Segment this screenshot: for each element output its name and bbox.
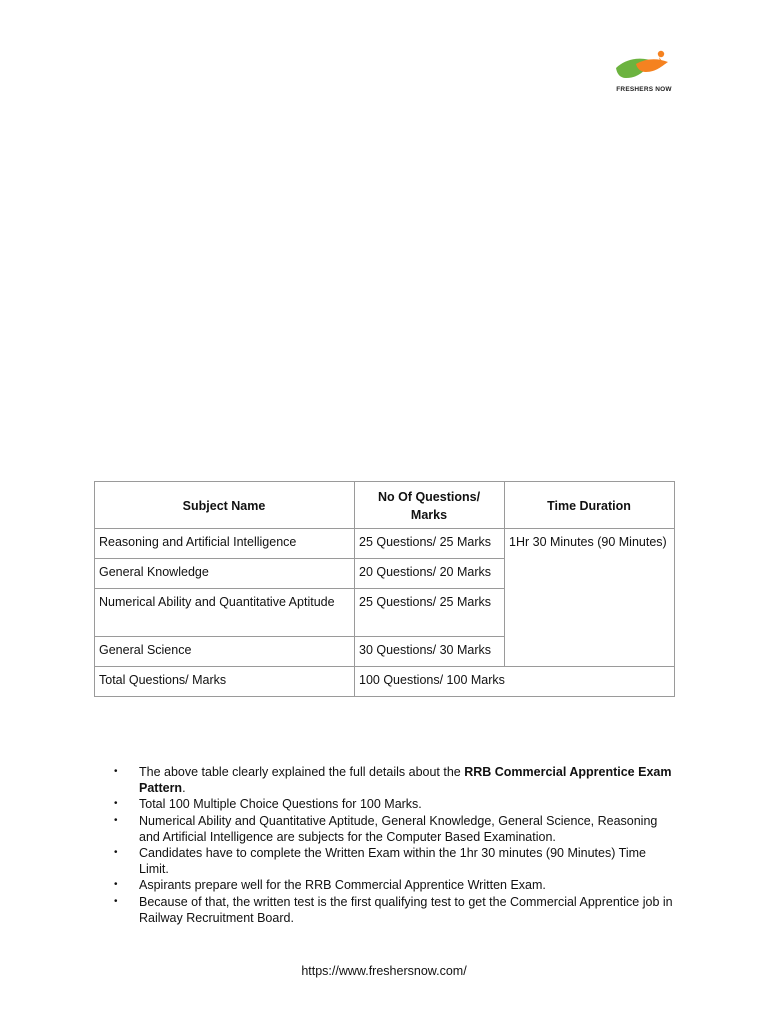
point-text: Total 100 Multiple Choice Questions for 100 Marks.: [139, 797, 422, 812]
table-header-row: [95, 482, 675, 529]
bullet-icon: •: [114, 879, 118, 891]
total-value-cell: 100 Questions/ 100 Marks: [355, 667, 675, 697]
point-bold-text: RRB Commercial Apprentice Exam Pattern: [139, 765, 672, 796]
questions-cell: 20 Questions/ 20 Marks: [355, 559, 505, 589]
header-time-duration: Time Duration: [505, 482, 675, 529]
exam-pattern-points: [113, 764, 673, 926]
table-total-row: [95, 667, 675, 697]
point-text: Aspirants prepare well for the RRB Commercial Apprentice Written Exam.: [139, 878, 546, 893]
point-text-end: .: [182, 781, 186, 796]
freshers-now-logo: [612, 48, 676, 98]
footer-url: https://www.freshersnow.com/: [301, 964, 467, 978]
point-text: The above table clearly explained the full details about the: [139, 765, 465, 779]
time-duration-cell: 1Hr 30 Minutes (90 Minutes): [505, 529, 675, 667]
bullet-icon: •: [114, 766, 118, 777]
list-item: [113, 894, 673, 926]
header-questions-marks: No Of Questions/ Marks: [355, 482, 505, 529]
bullet-icon: •: [114, 798, 118, 810]
table-row: [95, 529, 675, 559]
questions-cell: 25 Questions/ 25 Marks: [355, 589, 505, 637]
subject-cell: General Science: [95, 637, 355, 667]
list-item: [113, 764, 673, 796]
total-label-cell: Total Questions/ Marks: [95, 667, 355, 697]
subject-cell: General Knowledge: [95, 559, 355, 589]
list-item: [113, 813, 673, 845]
bullet-icon: •: [114, 895, 118, 907]
bullet-icon: •: [114, 847, 118, 859]
list-item: [113, 796, 673, 812]
header-subject-name: Subject Name: [95, 482, 355, 529]
point-text: Numerical Ability and Quantitative Aptitude, General Knowledge, General Science, Reasoning and Artificial Intelligence are subjects for the Computer Based Examination.: [139, 813, 658, 844]
point-text: Candidates have to complete the Written Exam within the 1hr 30 minutes (90 Minutes) Time Limit.: [139, 846, 646, 877]
subject-cell: Reasoning and Artificial Intelligence: [95, 529, 355, 559]
subject-cell: Numerical Ability and Quantitative Aptitude: [95, 589, 355, 637]
freshers-now-logo-icon: [612, 48, 676, 88]
exam-pattern-table: [94, 481, 675, 697]
list-item: [113, 877, 673, 893]
questions-cell: 25 Questions/ 25 Marks: [355, 529, 505, 559]
logo-text: FRESHERS NOW: [616, 86, 672, 93]
bullet-icon: •: [114, 814, 118, 826]
list-item: [113, 845, 673, 877]
point-text: Because of that, the written test is the first qualifying test to get the Commercial Apprentice job in Railway Recruitment Board.: [139, 894, 673, 925]
questions-cell: 30 Questions/ 30 Marks: [355, 637, 505, 667]
